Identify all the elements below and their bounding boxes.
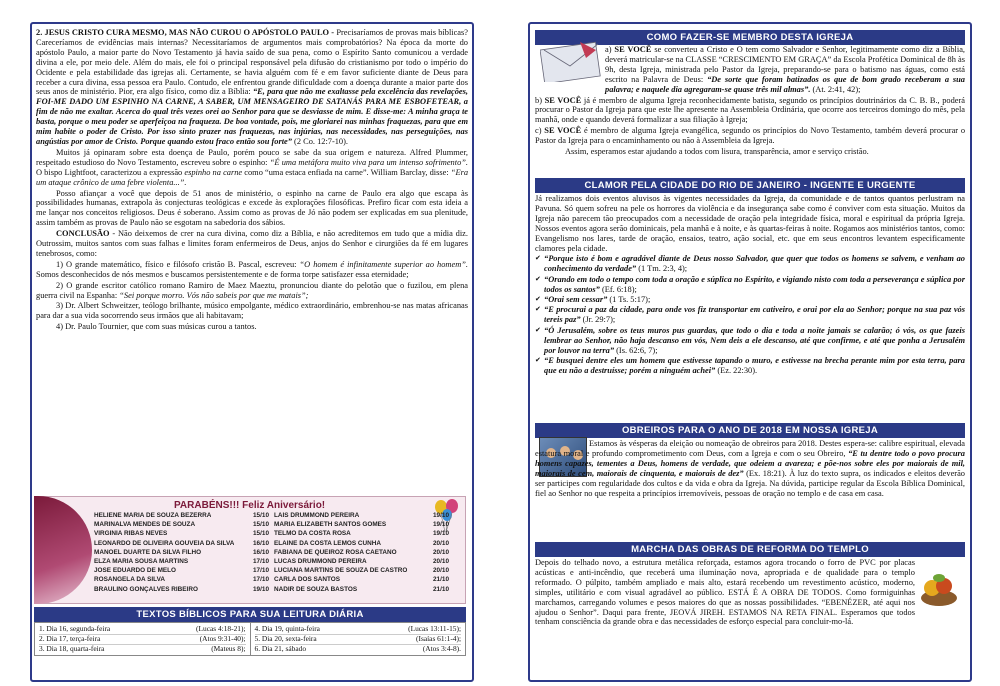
birthday-date: 17/10 — [253, 557, 269, 565]
reading-reference: (Mateus 8); — [211, 643, 246, 653]
birthday-name: MARIA ELIZABETH SANTOS GOMES — [274, 521, 387, 529]
scripture-reference: (2 Co. 12:7-10). — [294, 136, 348, 146]
birthday-row — [94, 567, 269, 576]
birthday-name: JOSE EDUARDO DE MELO — [94, 567, 177, 575]
section-2-title: 2. JESUS CRISTO CURA MESMO, MAS NÃO CUROU O APÓSTOLO PAULO - — [36, 28, 335, 37]
verse-reference: (1 Ts. 5:17); — [609, 295, 651, 305]
birthday-row — [274, 540, 449, 549]
birthday-date: 20/10 — [433, 567, 449, 575]
birthday-date: 21/10 — [433, 576, 449, 584]
membership-text — [535, 45, 965, 158]
reading-day: 1. Dia 16, segunda-feira — [39, 624, 111, 634]
list-item: 2) O grande escritor católico romano Ramiro de Maez Maeztu, pronunciou diante do pelotão que o fuzilou, em plena guerra civil na Espanha: “Sei porque morro. Vós não sabeis por que me matais”; — [36, 280, 468, 300]
renovation-paragraph: Depois do telhado novo, a estrutura metálica reforçada, estamos agora trocando o forro de PVC por placas acústicas e anti-incêndio, que receberá uma iluminação nova, apropriada e de qualidade para o templo reformado. O púlpito, também ampliado e mais alto, estará recebendo um revestimento acústico, moderno, simples, utilitário e com visual agradável ao público. ESTÁ É A OBRA DE TODOS. Como formiguinhas marchamos, carregando volumes e pesos maiores do que as nossas possibilidades. “EBENÉZER, até aqui nos ajudou o Senhor”. Daqui para frente, JEOVÁ JIREH. ESTAMOS NA RETA FINAL. Esperamos que todos tenham consciência da grande obra e das necessidades de esforço especial para concluir-mo-lá. — [535, 558, 915, 627]
birthday-date: 17/10 — [253, 567, 269, 575]
fruit-basket-icon — [918, 568, 960, 608]
birthday-row — [94, 512, 269, 521]
birthday-row — [94, 586, 269, 595]
birthday-date: 20/10 — [433, 539, 449, 547]
birthday-name: CARLA DOS SANTOS — [274, 576, 341, 584]
membership-item-a: a) SE VOCÊ se converteu a Cristo e O tem como Salvador e Senhor, legitimamente como diz a Bíblia, deverá matricular-se na CLASSE “CRESCIMENTO EM GRAÇA” da Escola Profética Dominical de 8h às 9h, desta Igreja, ministrada pelo Pastor da Igreja, preparando-se para o batismo nas águas, como está escrito na Palavra de Deus: “De sorte que foram batizados os que de bom grado receberam a sua palavra; e naquele dia agregaram-se quase três mil almas”. (At. 2:41, 42); — [605, 45, 966, 94]
verse-text: “E busquei dentre eles um homem que estivesse tapando o muro, e estivesse na brecha perante mim por esta terra, para que eu não a destruísse; porém a ninguém achei” — [544, 356, 965, 375]
verse-item — [535, 254, 965, 274]
birthday-name: LUCAS DRUMMOND PEREIRA — [274, 557, 367, 565]
clamor-section — [535, 178, 965, 193]
verse-item — [535, 356, 965, 376]
birthday-name: BRAULINO GONÇALVES RIBEIRO — [94, 585, 198, 593]
birthday-date: 20/10 — [433, 548, 449, 556]
birthday-name: LUCIANA MARTINS DE SOUZA DE CASTRO — [274, 567, 408, 575]
birthday-date: 19/10 — [253, 585, 269, 593]
verse-text: “Ó Jerusalém, sobre os teus muros pus guardas, que todo o dia e toda a noite jamais se calarão; ó vós, os que fazeis lembrar ao Senhor, não haja descanso em vós, Nem deis a ele descanso, até que confirme, e até que ponha a Jerusalém por louvor na terra” — [544, 325, 965, 355]
birthday-name: NADIR DE SOUZA BASTOS — [274, 585, 358, 593]
birthday-date: 15/10 — [253, 530, 269, 538]
birthday-name: MARINALVA MENDES DE SOUZA — [94, 521, 196, 529]
verse-text: “Orando em todo o tempo com toda a oração e súplica no Espírito, e vigiando nisto com toda a perseverança e súplica por todos os santos” — [544, 274, 965, 294]
birthday-name: VIRGINIA RIBAS NEVES — [94, 530, 168, 538]
birthday-name: ROSANGELA DA SILVA — [94, 576, 166, 584]
birthday-row — [94, 576, 269, 585]
birthday-row — [274, 530, 449, 539]
birthday-name: LAIS DRUMMOND PEREIRA — [274, 512, 360, 519]
membership-closing: Assim, esperamos estar ajudando a todos com lisura, transparência, amor e serviço cristão. — [565, 147, 869, 157]
clamor-intro: Já realizamos dois eventos aluvisos às vigentes necessidades da Igreja, da comunidade e de tantos quantos perlustram na Pavuna. Só quem sofreu na pele os horrores da violência e da insegurança sabe como é conviver com esta situação. Muitos da Igreja não parecem tão preocupados com a necessidade de oração pela integridade física, moral e espiritual da própria Igreja. Nossos eventos agora serão dominicais, pela manhã e à noite, e às quartas-feiras à noite. Rogamos aos ministérios tantos, como: Evangelismo nos lares, tarde de oração, ensaios, teatro, ação social, etc. que em seus encontros levantem especificamente clamores pela cidade. — [535, 194, 965, 253]
ministry-paragraph: Posso afiançar a você que depois de 51 anos de ministério, o espinho na carne de Paulo era algo que escapa às possibilidades humanas, extrapola às conjecturas teológicas e excede às explorações filosóficas. Prefiro ficar com esta ideia a me lançar nos conceitos religiosos. Deus é soberano. Assim como as provas de Jó não podem ser explicadas em sua plenitude, assim também as provas de Paulo não se esgotam na sabedoria dos sábios. — [36, 188, 468, 228]
reading-reference: (Lucas 4:18-21); — [196, 624, 246, 634]
birthday-row — [274, 586, 449, 595]
birthday-date: 16/10 — [253, 548, 269, 556]
list-item: 3) Dr. Albert Schweitzer, teólogo brilhante, músico empolgante, médico extraordinário, embrenhou-se nas matas africanas para dar a sua vida socorrendo seus irmãos que ali habitavam; — [36, 301, 468, 321]
renovation-title: MARCHA DAS OBRAS DE REFORMA DO TEMPLO — [535, 542, 965, 557]
birthday-date: 19/10 — [433, 530, 449, 538]
daily-readings-title: TEXTOS BÍBLICOS PARA SUA LEITURA DIÁRIA — [34, 607, 466, 622]
birthday-row — [274, 567, 449, 576]
section-2-paragraph: 2. JESUS CRISTO CURA MESMO, MAS NÃO CUROU O APÓSTOLO PAULO - Precisaríamos de provas mais bíblicas? Careceríamos de evidências mais internas? Necessitaríamos de argumentos mais comprobatórios? Na época da morte do apóstolo Paulo, a maior parte do Novo Testamento já havia saído de sua pena, como o Espírito Santo comunicou a verdade divina a ele, por meio dele. Além do mais, ele foi o principal responsável pela difusão do cristianismo por todo o império do Ocidente e pela estabilidade das igrejas ali. Certamente, se havia alguém com fé e em favor suficiente diante de Deus para receber a cura divina, essa pessoa era Paulo. Contudo, ele enfrentou grande dificuldade com a doença durante a maior parte dos seus anos de ministério. Pior, era algo físico, como diz a Bíblia: “E, para que não me exaltasse pela excelência das revelações, FOI-ME DADO UM ESPINHO NA CARNE, A SABER, UM MENSAGEIRO DE SATANÁS PARA ME ESBOFETEAR, a fim de não me exaltar. Acerca do qual três vezes orei ao Senhor para que se desviasse de mim. E disse-me: A minha graça te basta, porque o meu poder se aperfeiçoa na fraqueza. De boa vontade, pois, me gloriarei nas minhas fraquezas, para que em mim habite o poder de Cristo. Por isso sinto prazer nas fraquezas, nas injúrias, nas necessidades, nas perseguições, nas angústias por amor de Cristo. Porque quando estou fraco então sou forte” (2 Co. 12:7-10). — [36, 28, 469, 146]
reading-reference: (Atos 3:4-8). — [422, 643, 461, 653]
workers-text — [535, 439, 965, 499]
scripture-quote: “E, para que não me exaltasse pela excelência das revelações, FOI-ME DADO UM ESPINHO NA CARNE, A SABER, UM MENSAGEIRO DE SATANÁS PARA ME ESBOFETEAR, a fim de não me exaltar. Acerca do qual três vezes orei ao Senhor para que se desviasse de mim. E disse-me: A minha graça te basta, porque o meu poder se aperfeiçoa na fraqueza. De boa vontade, pois, me gloriarei nas minhas fraquezas, para que em mim habite o poder de Cristo. Por isso sinto prazer nas fraquezas, nas injúrias, nas necessidades, nas perseguições, nas angústias por amor de Cristo. Porque quando estou fraco então sou forte” — [36, 87, 468, 146]
birthday-name: FABIANA DE QUEIROZ ROSA CAETANO — [274, 548, 397, 556]
renovation-text — [535, 558, 915, 628]
clamor-text — [535, 194, 965, 376]
workers-section — [535, 423, 965, 438]
birthday-name: TELMO DA COSTA ROSA — [274, 530, 351, 538]
birthdays-box — [34, 496, 466, 604]
verse-item — [535, 305, 965, 325]
workers-paragraph: Estamos às vésperas da eleição ou nomeação de obreiros para 2018. Destes espera-se: calibre espiritual, elevada estatura moral e profundo comprometimento com Deus, com a Igreja e com o seu Obreiro, “E tu dentre todo o povo procura homens capazes, tementes a Deus, homens de verdade, que odeiem a avareza; e põe-nos sobre eles por maiorais de mil, maiorais de cem, maiorais de cinquenta, e maiorais de dez” (Ex. 18:21). À luz do texto supra, os indicados e eleitos deverão ser participes com regularidade dos cultos e da vida e obra da Igreja. Na dúvida, participe regular da Escola Bíblica Dominical, fiel ao Senhor no que respeita a princípios irremovíveis, pessoas de oração no templo e de casa em casa. — [535, 439, 965, 498]
birthday-name: ELAINE DA COSTA LEMOS CUNHA — [274, 539, 381, 547]
birthday-row — [94, 549, 269, 558]
birthday-row — [274, 512, 449, 521]
verse-text: “Porque isto é bom e agradável diante de Deus nosso Salvador, que quer que todos os homens se salvem, e venham ao conhecimento da verdade” — [544, 254, 965, 274]
birthday-row — [274, 549, 449, 558]
birthday-row — [274, 558, 449, 567]
membership-title: COMO FAZER-SE MEMBRO DESTA IGREJA — [535, 30, 965, 45]
sermon-column — [36, 28, 468, 333]
birthday-date: 16/10 — [253, 539, 269, 547]
clamor-title: CLAMOR PELA CIDADE DO RIO DE JANEIRO - INGENTE E URGENTE — [535, 178, 965, 193]
verse-reference: (Is. 62:6, 7); — [616, 345, 658, 355]
birthday-date: 19/10 — [433, 512, 449, 519]
verse-item — [535, 275, 965, 295]
birthday-row — [94, 530, 269, 539]
reading-reference: (Lucas 13:11-15); — [408, 624, 461, 634]
birthday-name: LEONARDO DE OLIVEIRA GOUVEIA DA SILVA — [94, 539, 235, 547]
birthdays-title: PARABÉNS!!! Feliz Aniversário! — [174, 500, 326, 511]
birthday-date: 19/10 — [433, 521, 449, 529]
verse-reference: (Ef. 6:18); — [601, 284, 637, 294]
birthday-row — [274, 576, 449, 585]
birthday-date: 20/10 — [433, 557, 449, 565]
reading-day: 3. Dia 18, quarta-feira — [39, 643, 105, 653]
readings-column-1 — [35, 623, 250, 655]
verse-text: “Orai sem cessar” — [544, 295, 608, 305]
birthday-date: 15/10 — [253, 521, 269, 529]
verse-reference: (Ez. 22:30). — [717, 365, 758, 375]
birthday-date: 15/10 — [253, 512, 269, 519]
examples-list — [36, 260, 468, 332]
reading-day: 5. Dia 20, sexta-feira — [254, 633, 317, 643]
birthday-name: ELZA MARIA SOUSA MARTINS — [94, 557, 189, 565]
list-item: 1) O grande matemático, físico e filósofo cristão B. Pascal, escreveu: “O homem é infinitamente superior ao homem”. Somos desconhecidos de nós mesmos e buscamos persistentemente e de forma torpe satisfazer essa eternidade; — [36, 259, 468, 279]
birthday-name: MANOEL DUARTE DA SILVA FILHO — [94, 548, 202, 556]
birthdays-column-2 — [274, 512, 449, 595]
birthdays-column-1 — [94, 512, 269, 595]
birthday-row — [94, 521, 269, 530]
birthday-date: 21/10 — [433, 585, 449, 593]
verse-text: “E procurai a paz da cidade, para onde vos fiz transportar em cativeiro, e orai por ela ao Senhor; porque na sua paz vós tereis paz” — [544, 305, 965, 325]
birthday-date: 17/10 — [253, 576, 269, 584]
daily-readings — [34, 607, 466, 656]
reading-day: 4. Dia 19, quinta-feira — [254, 624, 320, 634]
birthday-row — [94, 540, 269, 549]
conclusion-paragraph: CONCLUSÃO - Não deixemos de crer na cura divina, como diz a Bíblia, e não acreditemos em tudo que a mídia diz. Outrossim, muitos santos com suas falhas e limites foram enfermeiros de Deus, anjos do Senhor e cirurgiões da fé em lugares tenebrosos, como: — [36, 229, 468, 258]
reading-row — [255, 645, 462, 654]
reading-reference: (Atos 9:31-40); — [199, 633, 246, 643]
list-item: 4) Dr. Paulo Tournier, que com suas músicas curou a tantos. — [56, 322, 257, 332]
readings-column-2 — [250, 623, 466, 655]
birthday-row — [94, 558, 269, 567]
verse-reference: (1 Tm. 2:3, 4); — [638, 264, 688, 274]
membership-item-b: b) SE VOCÊ já é membro de alguma Igreja reconhecidamente batista, segundo os princípios doutrinários da C. B. B., poderá procurar o Pastor da Igreja para que este lhe apresente na Assembleia Ordinária, que ocorre aos terceiros domingo do mês, pela manhã, onde e quando deverá formalizar a sua filiação à Igreja; — [535, 95, 966, 125]
readings-grid — [34, 622, 466, 656]
clamor-verses — [535, 254, 965, 375]
membership-item-c: c) SE VOCÊ é membro de alguma Igreja evangélica, segundo os princípios do Novo Testamento, também deverá procurar o Pastor da Igreja para o encaminhamento ou não à Assembleia da Igreja. — [535, 126, 966, 146]
workers-title: OBREIROS PARA O ANO DE 2018 EM NOSSA IGREJA — [535, 423, 965, 438]
renovation-section — [535, 542, 965, 557]
reading-reference: (Isaías 61:1-4); — [416, 633, 461, 643]
plummer-paragraph: Muitos já opinaram sobre esta doença de Paulo, porém pouco se sabe da sua origem e natureza. Alfred Plummer, respeitado estudioso do Novo Testamento, escreveu sobre o espinho: “É uma metáfora muito viva para um intenso sofrimento”. O bispo Lightfoot, caracterizou a expressão espinho na carne como “uma estaca enfiada na carne”. William Barclay, disse: “Era um ataque crônico de uma febre violenta...”. — [36, 147, 469, 187]
verse-item — [535, 326, 965, 356]
reading-day: 2. Dia 17, terça-feira — [39, 633, 101, 643]
verse-item — [535, 295, 965, 305]
verse-reference: (Jr. 29:7); — [582, 315, 616, 325]
birthday-name: HELIENE MARIA DE SOUZA BEZERRA — [94, 512, 212, 519]
reading-day: 6. Dia 21, sábado — [254, 643, 307, 653]
conclusion-label: CONCLUSÃO — [56, 229, 110, 239]
reading-row — [39, 645, 246, 654]
birthday-row — [274, 521, 449, 530]
